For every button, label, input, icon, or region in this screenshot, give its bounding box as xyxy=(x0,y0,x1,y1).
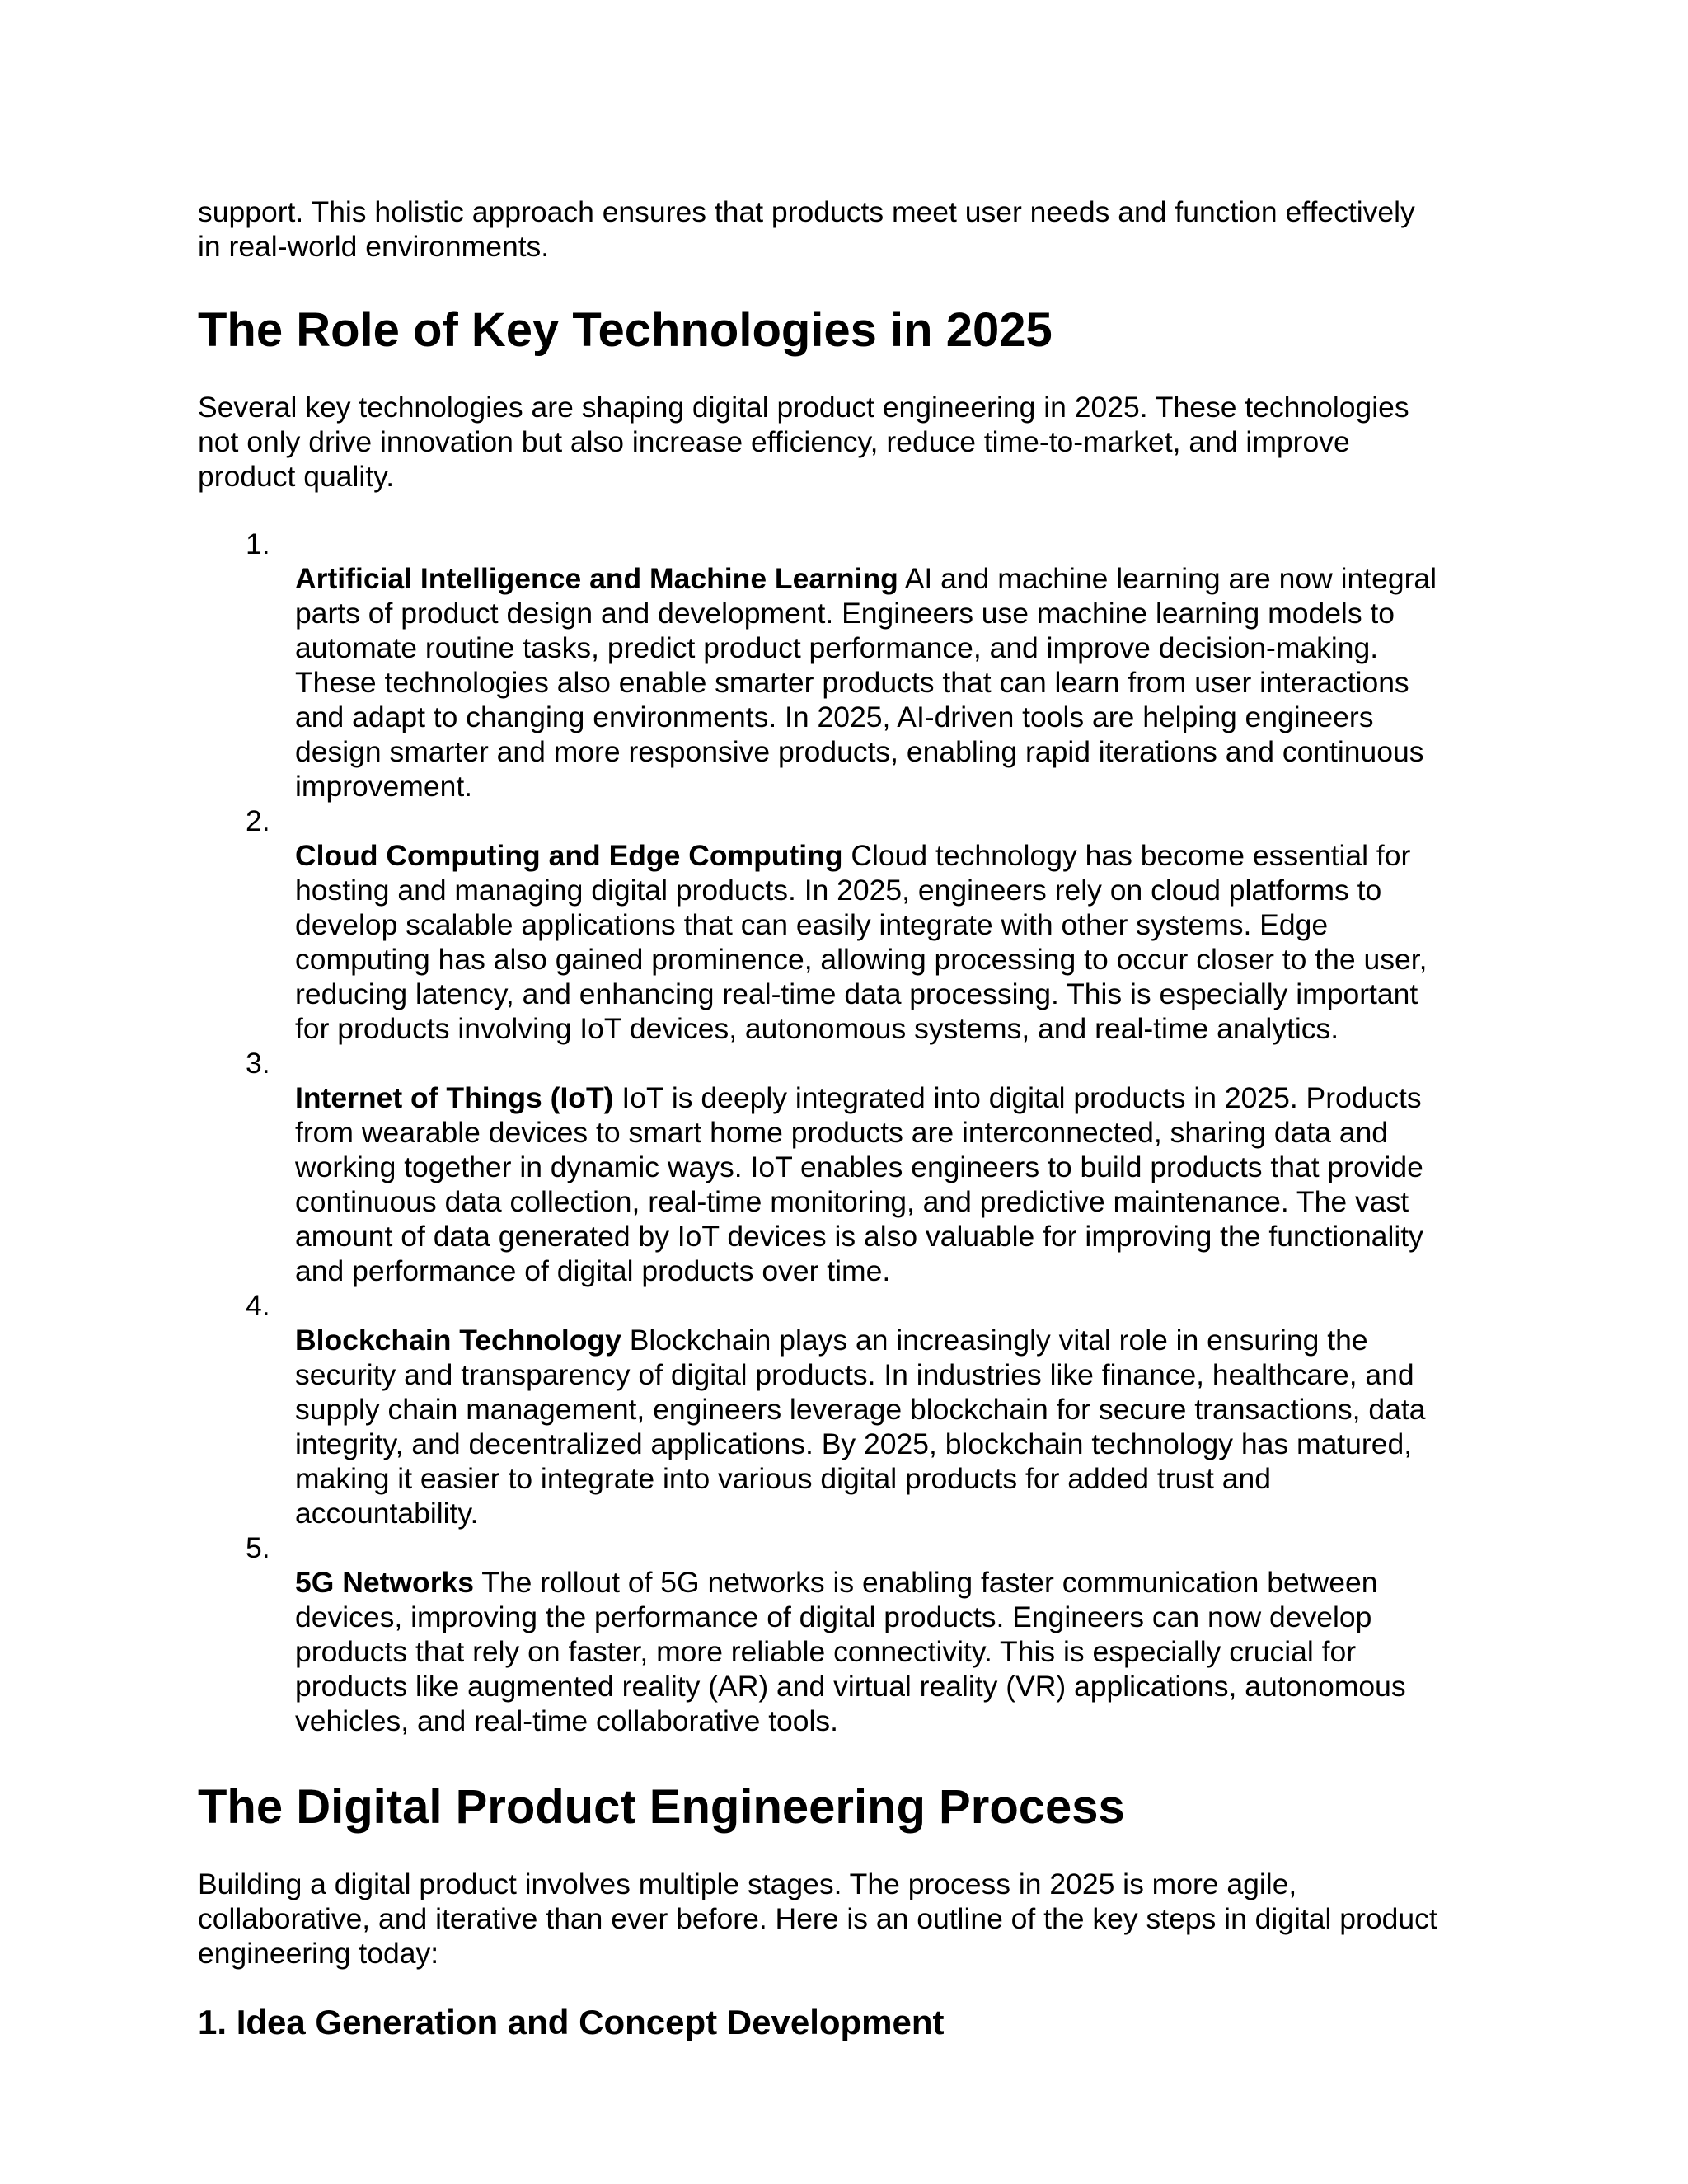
list-number: 1. xyxy=(246,527,270,560)
list-item-title: Blockchain Technology xyxy=(295,1324,621,1357)
list-item-cloud-edge xyxy=(198,804,1500,1046)
list-item-body: The rollout of 5G networks is enabling faster communication between devices, improving the performance of digital products. Engineers can now develop products that rely on faster, more reliable connectivity. This is especially crucial for products like augmented reality (AR) and virtual reality (VR) applications, autonomous vehicles, and real-time collaborative tools. xyxy=(295,1566,1406,1737)
list-number: 3. xyxy=(246,1047,270,1080)
list-number: 4. xyxy=(246,1289,270,1322)
document-page xyxy=(198,194,1500,2043)
list-item-title: Internet of Things (IoT) xyxy=(295,1081,614,1114)
section-heading-engineering-process: The Digital Product Engineering Process xyxy=(198,1780,1125,1834)
subheading-idea-generation: 1. Idea Generation and Concept Development xyxy=(198,2003,945,2041)
section-heading-key-technologies: The Role of Key Technologies in 2025 xyxy=(198,303,1053,357)
list-item-blockchain xyxy=(198,1288,1500,1530)
key-technologies-list xyxy=(198,527,1500,1738)
list-item-title: Cloud Computing and Edge Computing xyxy=(295,839,843,872)
list-item-body: Blockchain plays an increasingly vital role in ensuring the security and transparency of digital products. In industries like finance, healthcare, and supply chain management, engineers leverage blockchain for secure transactions, data integrity, and decentralized applications. By 2025, blockchain technology has matured, making it easier to integrate into various digital products for added trust and accountability. xyxy=(295,1324,1426,1530)
list-item-title: 5G Networks xyxy=(295,1566,475,1599)
list-item-body: AI and machine learning are now integral parts of product design and development. Engineers use machine learning models to automate routine tasks, predict product performance, and improve decision-making. These technologies also enable smarter products that can learn from user interactions and adapt to changing environments. In 2025, AI-driven tools are helping engineers design smarter and more responsive products, enabling rapid iterations and continuous improvement. xyxy=(295,562,1437,803)
list-number: 5. xyxy=(246,1531,270,1564)
key-technologies-intro: Several key technologies are shaping digital product engineering in 2025. These technologies not only drive innovation but also increase efficiency, reduce time-to-market, and improve product quality. xyxy=(198,391,1409,493)
engineering-process-intro: Building a digital product involves multiple stages. The process in 2025 is more agile, collaborative, and iterative than ever before. Here is an outline of the key steps in digital product engineering today: xyxy=(198,1868,1437,1970)
list-item-body: Cloud technology has become essential for hosting and managing digital products. In 2025, engineers rely on cloud platforms to develop scalable applications that can easily integrate with other systems. Edge computing has also gained prominence, allowing processing to occur closer to the user, reducing latency, and enhancing real-time data processing. This is especially important for products involving IoT devices, autonomous systems, and real-time analytics. xyxy=(295,839,1428,1045)
list-item-title: Artificial Intelligence and Machine Learning xyxy=(295,562,898,595)
intro-paragraph: support. This holistic approach ensures that products meet user needs and function effectively in real-world environments. xyxy=(198,195,1415,263)
list-item-body: IoT is deeply integrated into digital products in 2025. Products from wearable devices to smart home products are interconnected, sharing data and working together in dynamic ways. IoT enables engineers to build products that provide continuous data collection, real-time monitoring, and predictive maintenance. The vast amount of data generated by IoT devices is also valuable for improving the functionality and performance of digital products over time. xyxy=(295,1081,1423,1287)
list-item-5g xyxy=(198,1530,1500,1738)
list-item-iot xyxy=(198,1046,1500,1288)
list-item-ai-ml xyxy=(198,527,1500,804)
list-number: 2. xyxy=(246,804,270,837)
